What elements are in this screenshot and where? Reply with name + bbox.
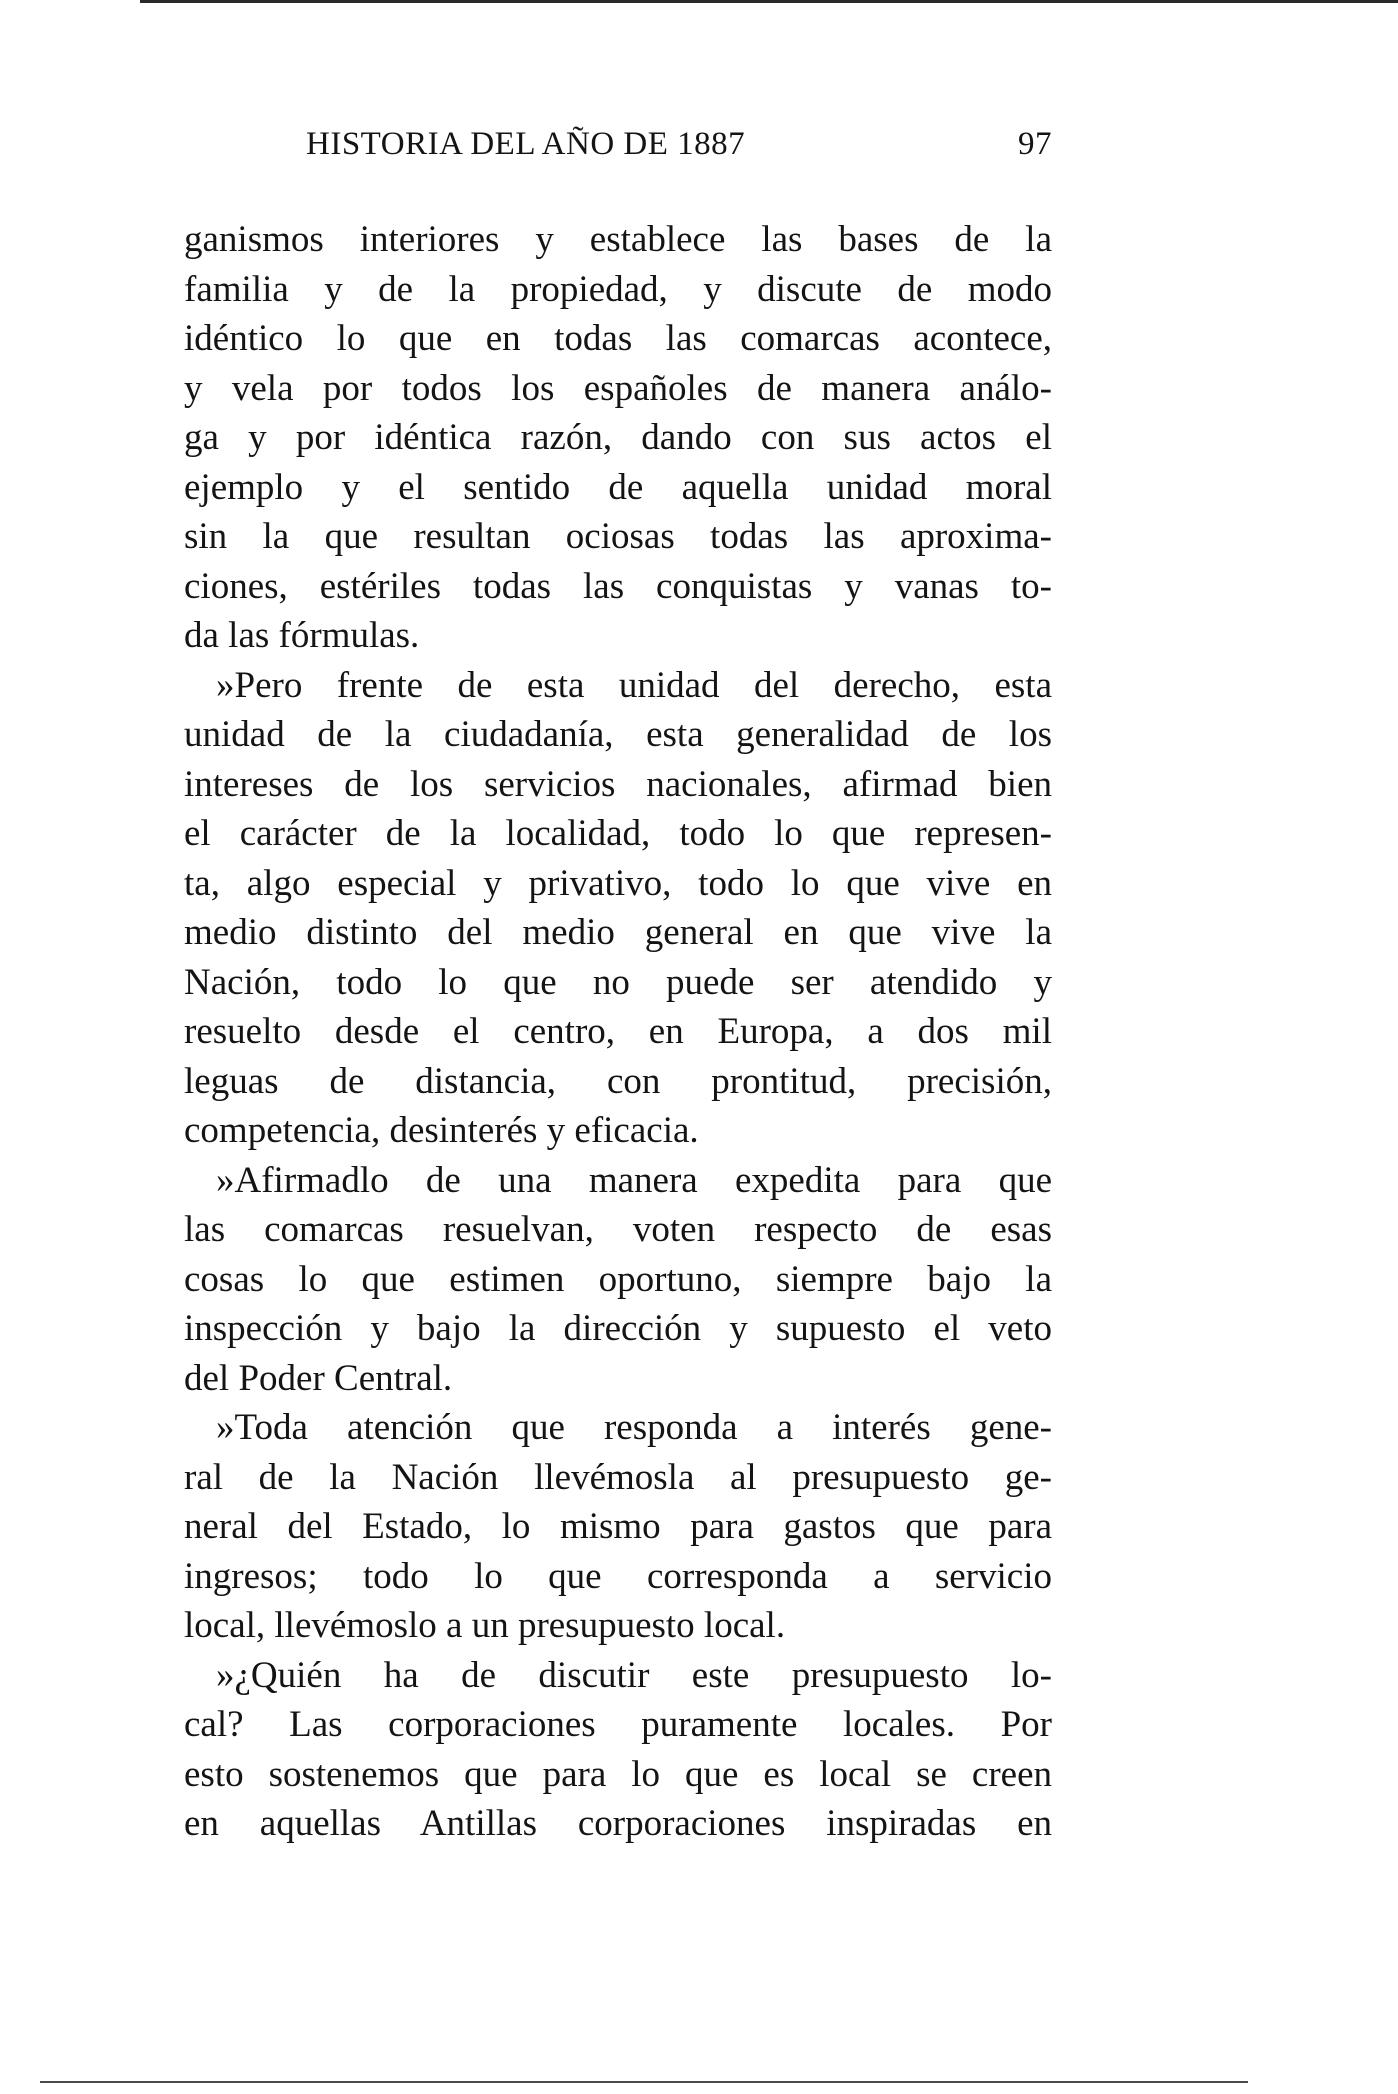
text-line: las comarcas resuelvan, voten respecto de esas: [184, 1209, 1052, 1250]
text-line: resuelto desde el centro, en Europa, a dos mil: [184, 1011, 1052, 1052]
text-line: inspección y bajo la dirección y supuesto el veto: [184, 1308, 1052, 1349]
text-line: y vela por todos los españoles de manera análo-: [184, 367, 1052, 409]
text-line: »Pero frente de esta unidad del derecho, esta: [216, 664, 1052, 706]
text-line: »¿Quién ha de discutir este presupuesto lo-: [216, 1654, 1052, 1696]
text-line: cosas lo que estimen oportuno, siempre bajo la: [184, 1258, 1052, 1300]
text-line: ciones, estériles todas las conquistas y vanas to-: [184, 565, 1052, 607]
top-scan-rule: [140, 0, 1398, 3]
text-line: ingresos; todo lo que corresponda a servicio: [184, 1555, 1052, 1597]
text-line: competencia, desinterés y eficacia.: [184, 1110, 699, 1151]
text-line: del Poder Central.: [184, 1357, 453, 1399]
text-line: sin la que resultan ociosas todas las aproxima-: [184, 516, 1052, 557]
text-line: »Afirmadlo de una manera expedita para que: [216, 1159, 1052, 1201]
text-line: leguas de distancia, con prontitud, precisión,: [184, 1060, 1052, 1102]
text-line: ga y por idéntica razón, dando con sus actos el: [184, 417, 1052, 458]
text-line: el carácter de la localidad, todo lo que represen-: [184, 813, 1052, 854]
paragraph-2: [184, 661, 1052, 1156]
body-text: [184, 215, 1052, 1849]
running-title: HISTORIA DEL AÑO DE 1887: [306, 126, 746, 162]
text-line: en aquellas Antillas corporaciones inspiradas en: [184, 1803, 1052, 1844]
text-line: da las fórmulas.: [184, 615, 420, 656]
page-number: 97: [1018, 126, 1052, 162]
text-line: unidad de la ciudadanía, esta generalidad de los: [184, 714, 1052, 755]
page-header: [184, 126, 1052, 176]
bottom-scan-rule: [40, 2081, 1248, 2083]
text-line: esto sostenemos que para lo que es local se creen: [184, 1753, 1052, 1795]
paragraph-5: [184, 1651, 1052, 1849]
text-line: ta, algo especial y privativo, todo lo que vive en: [184, 862, 1052, 904]
paragraph-3: [184, 1156, 1052, 1404]
text-line: medio distinto del medio general en que vive la: [184, 912, 1052, 953]
paragraph-4: [184, 1403, 1052, 1651]
paragraph-1: [184, 215, 1052, 661]
text-line: ral de la Nación llevémosla al presupuesto ge-: [184, 1456, 1052, 1498]
text-line: local, llevémoslo a un presupuesto local.: [184, 1605, 786, 1646]
text-line: Nación, todo lo que no puede ser atendido y: [184, 961, 1052, 1003]
text-line: familia y de la propiedad, y discute de modo: [184, 268, 1052, 310]
text-line: intereses de los servicios nacionales, afirmad bien: [184, 763, 1052, 805]
text-line: ejemplo y el sentido de aquella unidad moral: [184, 466, 1052, 508]
text-line: »Toda atención que responda a interés gene-: [216, 1407, 1052, 1448]
text-line: idéntico lo que en todas las comarcas acontece,: [184, 318, 1052, 359]
text-line: neral del Estado, lo mismo para gastos que para: [184, 1506, 1052, 1547]
text-line: ganismos interiores y establece las bases de la: [184, 219, 1052, 260]
text-line: cal? Las corporaciones puramente locales. Por: [184, 1704, 1052, 1745]
